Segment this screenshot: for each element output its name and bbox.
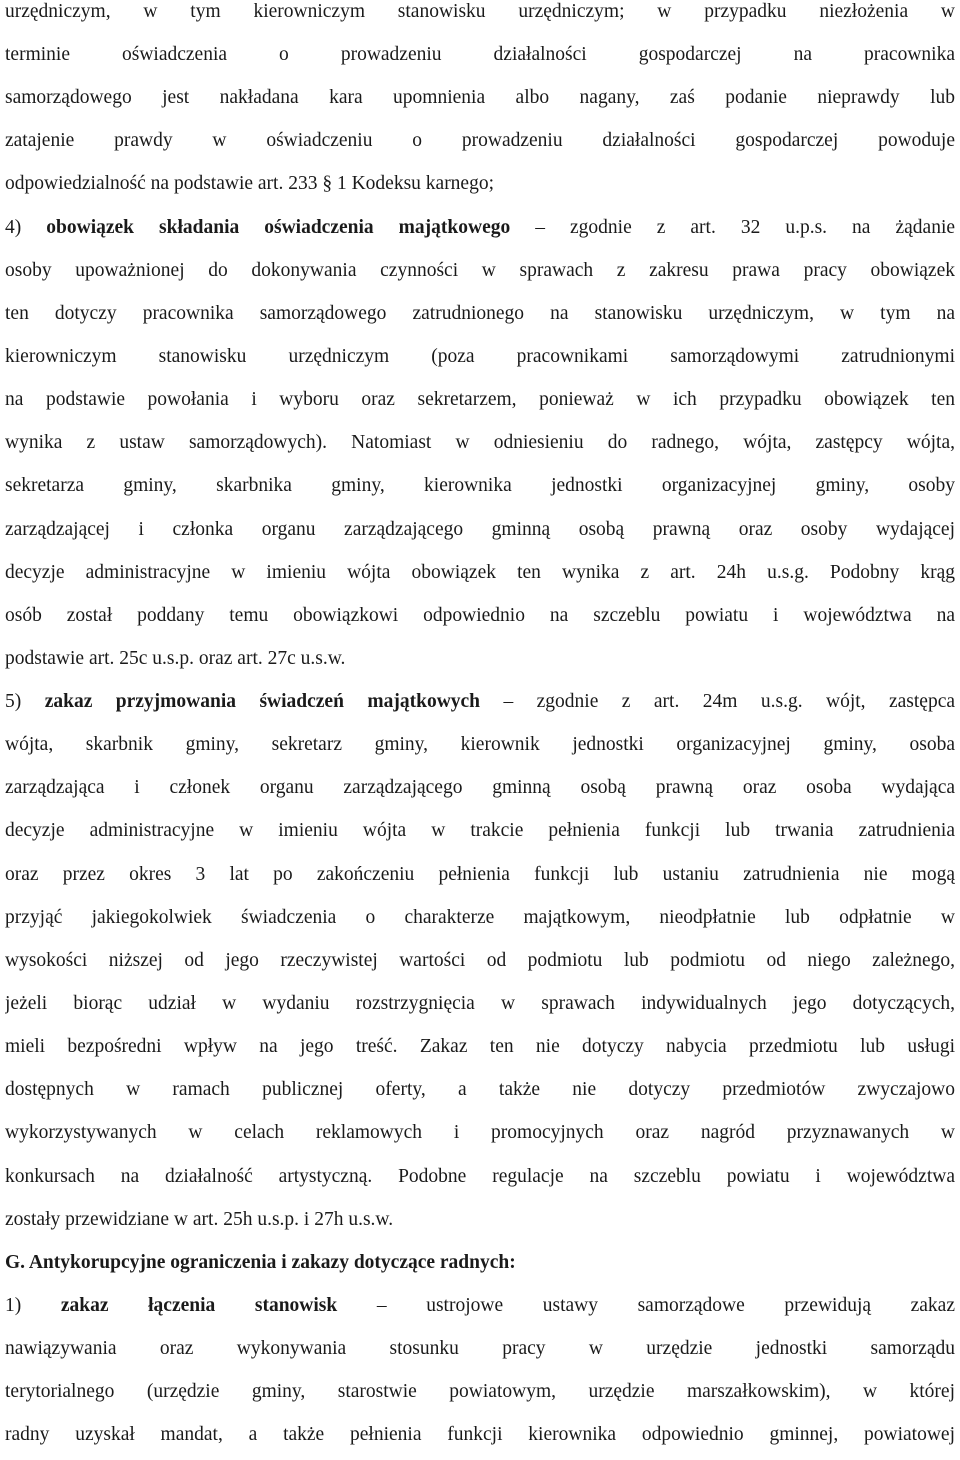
text-line: jeżeli biorąc udział w wydaniu rozstrzygnięcia w sprawach indywidualnych jego dotyczących,	[5, 993, 955, 1014]
text-line: konkursach na działalność artystyczną. Podobne regulacje na szczeblu powiatu i województwa	[5, 1166, 955, 1187]
text-line: przyjąć jakiegokolwiek świadczenia o charakterze majątkowym, nieodpłatnie lub odpłatnie w	[5, 907, 955, 928]
list-item-4-first-line	[5, 212, 955, 244]
text-line: podstawie art. 25c u.s.p. oraz art. 27c u.s.w.	[5, 648, 346, 669]
text-line: radny uzyskał mandat, a także pełnienia funkcji kierownika odpowiednio gminnej, powiatowej	[5, 1424, 955, 1445]
text-line: samorządowego jest nakładana kara upomnienia albo nagany, zaś podanie nieprawdy lub	[5, 87, 955, 108]
text-line: ten dotyczy pracownika samorządowego zatrudnionego na stanowisku urzędniczym, w tym na	[5, 303, 955, 324]
text-line: oraz przez okres 3 lat po zakończeniu pełnienia funkcji lub ustaniu zatrudnienia nie mogą	[5, 864, 955, 885]
text-line: terminie oświadczenia o prowadzeniu działalności gospodarczej na pracownika	[5, 44, 955, 65]
item-text: – zgodnie z art. 24m u.s.g. wójt, zastępca	[503, 691, 955, 712]
text-line: kierowniczym stanowisku urzędniczym (poza pracownikami samorządowymi zatrudnionymi	[5, 346, 955, 367]
text-line: osób został poddany temu obowiązkowi odpowiednio na szczeblu powiatu i województwa na	[5, 605, 955, 626]
list-number: 5)	[5, 691, 22, 712]
text-line: decyzje administracyjne w imieniu wójta obowiązek ten wynika z art. 24h u.s.g. Podobny krąg	[5, 562, 955, 583]
text-line: osoby upoważnionej do dokonywania czynności w sprawach z zakresu prawa pracy obowiązek	[5, 260, 955, 281]
item-heading: zakaz przyjmowania świadczeń majątkowych	[44, 691, 481, 712]
text-line: wysokości niższej od jego rzeczywistej wartości od podmiotu lub podmiotu od niego zależnego,	[5, 950, 955, 971]
text-line: na podstawie powołania i wyboru oraz sekretarzem, ponieważ w ich przypadku obowiązek ten	[5, 389, 955, 410]
text-line: decyzje administracyjne w imieniu wójta w trakcie pełnienia funkcji lub trwania zatrudnienia	[5, 820, 955, 841]
text-line: nawiązywania oraz wykonywania stosunku pracy w urzędzie jednostki samorządu	[5, 1338, 955, 1359]
text-line: odpowiedzialność na podstawie art. 233 § 1 Kodeksu karnego;	[5, 173, 495, 194]
text-line: wynika z ustaw samorządowych). Natomiast w odniesieniu do radnego, wójta, zastępcy wójta,	[5, 432, 955, 453]
item-text: – ustrojowe ustawy samorządowe przewidują zakaz	[376, 1295, 955, 1316]
text-line: wykorzystywanych w celach reklamowych i promocyjnych oraz nagród przyznawanych w	[5, 1122, 955, 1143]
text-line: urzędniczym, w tym kierowniczym stanowisku urzędniczym; w przypadku niezłożenia w	[5, 1, 955, 22]
text-line: sekretarza gminy, skarbnika gminy, kierownika jednostki organizacyjnej gminy, osoby	[5, 475, 955, 496]
list-number: 4)	[5, 217, 22, 238]
text-line: terytorialnego (urzędzie gminy, starostwie powiatowym, urzędzie marszałkowskim), w której	[5, 1381, 955, 1402]
text-line: zarządzającej i członka organu zarządzającego gminną osobą prawną oraz osoby wydającej	[5, 519, 955, 540]
section-heading: G. Antykorupcyjne ograniczenia i zakazy dotyczące radnych:	[5, 1252, 516, 1273]
list-item-g1-first-line	[5, 1290, 955, 1322]
list-item-5-first-line	[5, 686, 955, 718]
text-line: wójta, skarbnik gminy, sekretarz gminy, kierownik jednostki organizacyjnej gminy, osoba	[5, 734, 955, 755]
list-number: 1)	[5, 1295, 22, 1316]
text-line: zarządzająca i członek organu zarządzającego gminną osobą prawną oraz osoba wydająca	[5, 777, 955, 798]
item-heading: zakaz łączenia stanowisk	[60, 1295, 338, 1316]
item-heading: obowiązek składania oświadczenia majątkowego	[46, 217, 511, 238]
text-line: mieli bezpośredni wpływ na jego treść. Zakaz ten nie dotyczy nabycia przedmiotu lub usługi	[5, 1036, 955, 1057]
text-line: zostały przewidziane w art. 25h u.s.p. i 27h u.s.w.	[5, 1209, 394, 1230]
text-line: dostępnych w ramach publicznej oferty, a także nie dotyczy przedmiotów zwyczajowo	[5, 1079, 955, 1100]
text-line: zatajenie prawdy w oświadczeniu o prowadzeniu działalności gospodarczej powoduje	[5, 130, 955, 151]
item-text: – zgodnie z art. 32 u.p.s. na żądanie	[535, 217, 955, 238]
